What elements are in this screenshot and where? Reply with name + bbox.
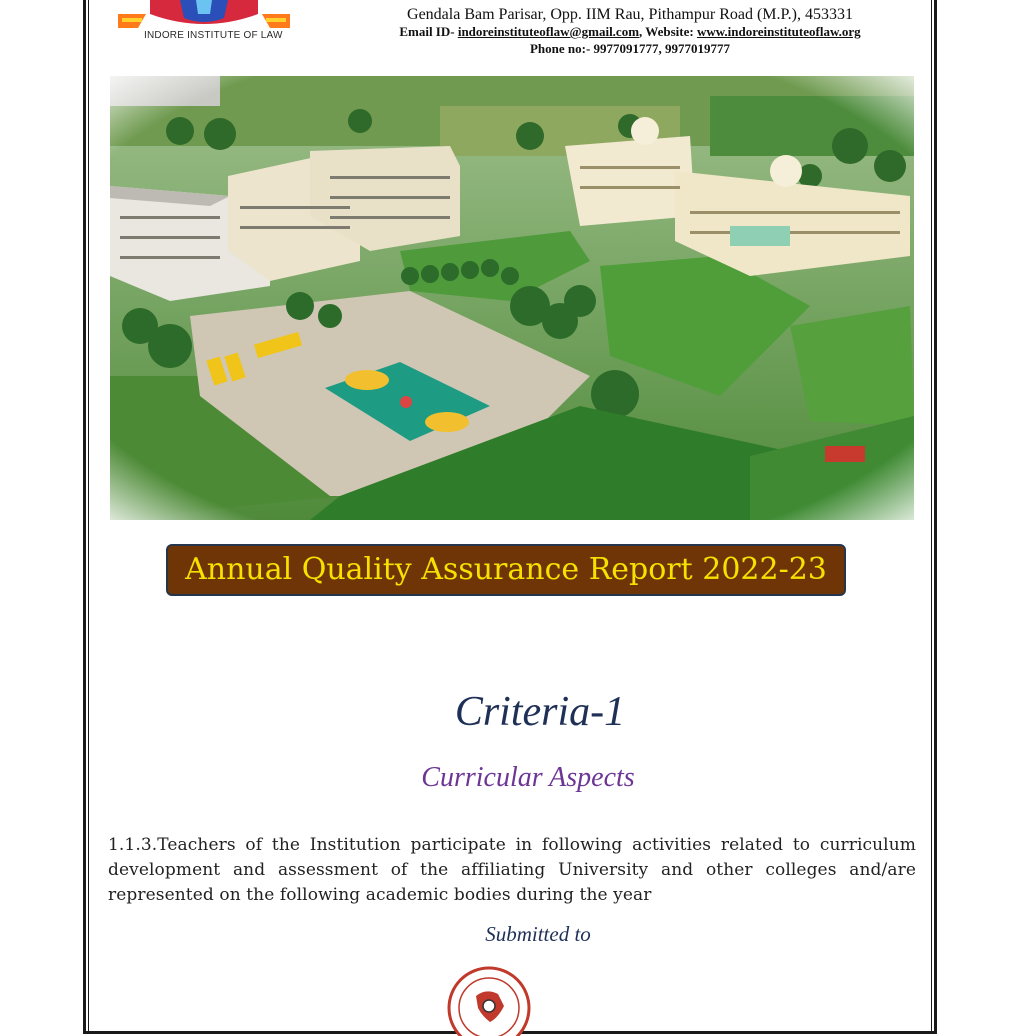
- institute-crest-icon: [118, 0, 290, 28]
- criteria-description-paragraph: 1.1.3.Teachers of the Institution participate in following activities related to curriculum development and assessment of the affiliating University and other colleges and/are represented on the following academic bodies during the year: [108, 835, 916, 905]
- email-link[interactable]: indoreinstituteoflaw@gmail.com: [457, 24, 640, 39]
- email-label: Email ID-: [399, 24, 458, 39]
- report-title-banner: Annual Quality Assurance Report 2022-23: [166, 544, 846, 596]
- submitted-to-label: Submitted to: [485, 922, 591, 946]
- website-link[interactable]: www.indoreinstituteoflaw.org: [696, 24, 861, 39]
- criteria-title: Criteria-1: [454, 689, 626, 735]
- header-contact: [300, 24, 960, 40]
- header-address: Gendala Bam Parisar, Opp. IIM Rau, Pithampur Road (M.P.), 453331: [407, 6, 853, 23]
- institute-logo-text: INDORE INSTITUTE OF LAW: [144, 30, 283, 41]
- criteria-subtitle: Curricular Aspects: [421, 762, 635, 793]
- naac-seal-icon: [446, 966, 532, 1036]
- institute-logo: [118, 0, 290, 46]
- header-phone: Phone no:- 9977091777, 9977019777: [529, 41, 731, 56]
- campus-aerial-photo: [110, 76, 914, 520]
- website-label: , Website:: [639, 24, 697, 39]
